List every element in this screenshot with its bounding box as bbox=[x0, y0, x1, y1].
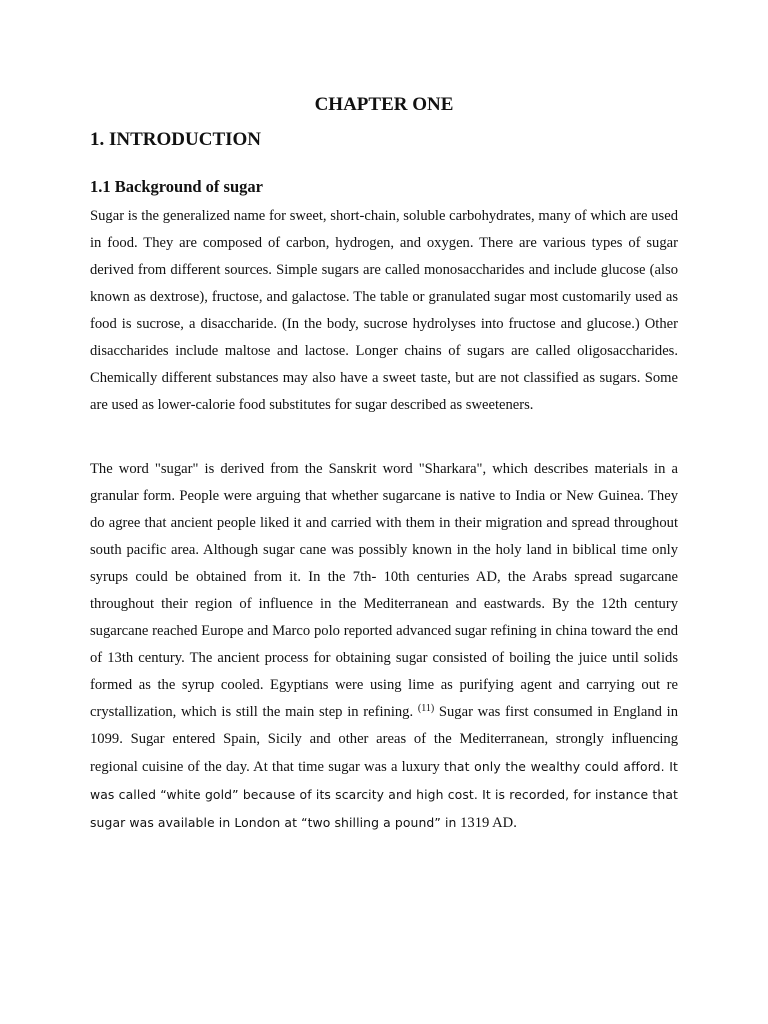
paragraph-text: that only the wealthy could afford. It was called “white gold” because of its scarcity and high cost. It is recorded, for instance that sugar was available in London at “two shilling a pound” in bbox=[90, 759, 678, 830]
paragraph-text: 1319 AD. bbox=[460, 815, 517, 831]
chapter-title: CHAPTER ONE bbox=[314, 94, 454, 115]
paragraph-text: The word "sugar" is derived from the Sanskrit word "Sharkara", which describes materials in a granular form. People were arguing that whether sugarcane is native to India or New Guinea. They do agree that ancient people liked it and carried with them in their migration and spread throughout south pacific area. Although sugar cane was possibly known in the holy land in biblical time only syrups could be obtained from it. In the 7th- 10th centuries AD, the Arabs spread sugarcane throughout their region of influence in the Mediterranean and eastwards. By the 12th century sugarcane reached Europe and Marco polo reported advanced sugar refining in china toward the end of 13th century. The ancient process for obtaining sugar consisted of boiling the juice until solids formed as the syrup cooled. Egyptians were using lime as purifying agent and carrying out re crystallization, which is still the main step in refining. bbox=[90, 461, 678, 720]
paragraph-etymology bbox=[90, 456, 678, 837]
subsection-heading: 1.1 Background of sugar bbox=[90, 177, 263, 196]
section-heading: 1. INTRODUCTION bbox=[90, 129, 262, 150]
reference-marker: (11) bbox=[417, 703, 435, 714]
paragraph-background: Sugar is the generalized name for sweet, short-chain, soluble carbohydrates, many of which are used in food. They are composed of carbon, hydrogen, and oxygen. There are various types of sugar derived from different sources. Simple sugars are called monosaccharides and include glucose (also known as dextrose), fructose, and galactose. The table or granulated sugar most customarily used as food is sucrose, a disaccharide. (In the body, sucrose hydrolyses into fructose and glucose.) Other disaccharides include maltose and lactose. Longer chains of sugars are called oligosaccharides. Chemically different substances may also have a sweet taste, but are not classified as sugars. Some are used as lower-calorie food substitutes for sugar described as sweeteners. bbox=[90, 208, 678, 413]
paragraph-text: Sugar was first consumed in England in 1099. Sugar entered Spain, Sicily and other areas of the Mediterranean, strongly influencing regional cuisine of the day. At that time sugar was a luxury bbox=[90, 704, 678, 775]
